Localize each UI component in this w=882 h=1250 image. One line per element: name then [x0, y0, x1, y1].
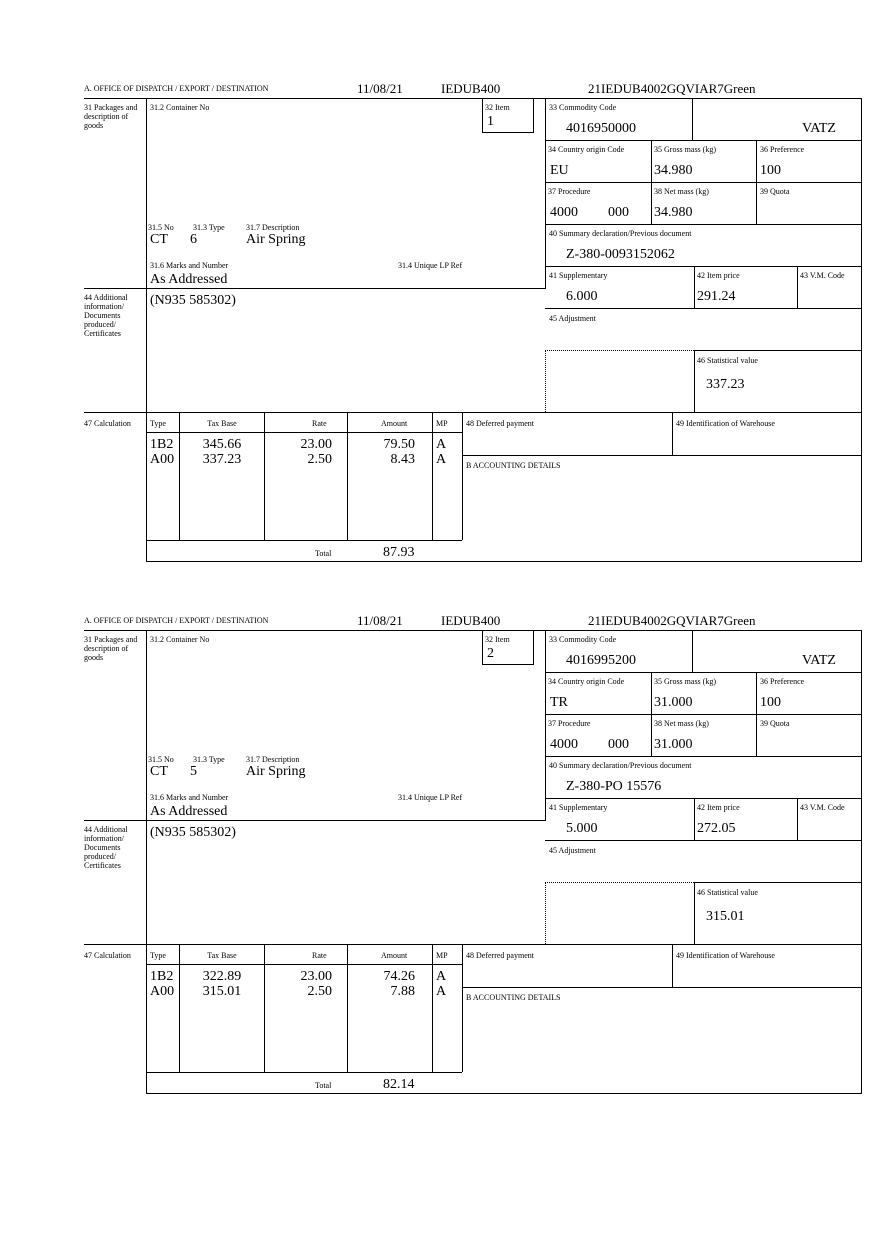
calc-row-1-rate: 23.00: [300, 969, 332, 984]
type-value: 5: [190, 764, 197, 779]
header-office-code: IEDUB400: [441, 81, 501, 96]
item-label: 32 Item: [485, 635, 510, 644]
procedure-label: 37 Procedure: [548, 187, 591, 196]
procedure-value-b: 000: [608, 737, 629, 752]
calc-row-1-amount: 74.26: [383, 969, 415, 984]
packages-label: 31 Packages and description of goods: [84, 103, 138, 130]
deferred-label: 48 Deferred payment: [466, 951, 534, 960]
commodity-value: 4016950000: [566, 121, 636, 136]
procedure-value-a: 4000: [550, 205, 578, 220]
net-value: 31.000: [654, 737, 693, 752]
container-label: 31.2 Container No: [150, 635, 210, 644]
calc-row-2-base: 337.23: [202, 452, 242, 467]
col-rate-header: Rate: [312, 419, 327, 428]
item-label: 32 Item: [485, 103, 510, 112]
commodity-value: 4016995200: [566, 653, 636, 668]
summary-label: 40 Summary declaration/Previous document: [549, 229, 692, 238]
net-label: 38 Net mass (kg): [654, 187, 709, 196]
procedure-label: 37 Procedure: [548, 719, 591, 728]
description-label: 31.7 Description: [246, 755, 300, 764]
marks-label: 31.6 Marks and Number: [150, 793, 229, 802]
office-label: A. OFFICE OF DISPATCH / EXPORT / DESTINATION: [84, 616, 269, 625]
container-label: 31.2 Container No: [150, 103, 210, 112]
warehouse-label: 49 Identification of Warehouse: [676, 951, 775, 960]
type-label: 31.3 Type: [193, 223, 225, 232]
country-value: EU: [550, 163, 569, 178]
procedure-value-b: 000: [608, 205, 629, 220]
gross-label: 35 Gross mass (kg): [654, 677, 716, 686]
header-date: 11/08/21: [357, 613, 403, 628]
col-type-header: Type: [150, 951, 166, 960]
vm-code-label: 43 V.M. Code: [800, 803, 845, 812]
packages-label: 31 Packages and description of goods: [84, 635, 138, 662]
gross-label: 35 Gross mass (kg): [654, 145, 716, 154]
summary-value: Z-380-0093152062: [566, 247, 675, 262]
supplementary-value: 6.000: [566, 289, 598, 304]
calc-row-1-base: 322.89: [202, 969, 242, 984]
col-base-header: Tax Base: [207, 419, 237, 428]
office-label: A. OFFICE OF DISPATCH / EXPORT / DESTINATION: [84, 84, 269, 93]
calc-row-1-type: 1B2: [150, 969, 174, 984]
col-mp-header: MP: [436, 951, 448, 960]
country-value: TR: [550, 695, 568, 710]
marks-value: As Addressed: [150, 272, 228, 287]
procedure-value-a: 4000: [550, 737, 578, 752]
unique-ref-label: 31.4 Unique LP Ref: [398, 793, 463, 802]
preference-value: 100: [760, 163, 781, 178]
item-price-label: 42 Item price: [697, 271, 740, 280]
marks-value: As Addressed: [150, 804, 228, 819]
country-label: 34 Country origin Code: [548, 677, 625, 686]
adjustment-label: 45 Adjustment: [549, 846, 596, 855]
total-label: Total: [315, 1081, 332, 1090]
gross-value: 31.000: [654, 695, 693, 710]
calc-row-1-type: 1B2: [150, 437, 174, 452]
calc-row-2-mp: A: [436, 452, 447, 467]
col-rate-header: Rate: [312, 951, 327, 960]
marks-label: 31.6 Marks and Number: [150, 261, 229, 270]
header-date: 11/08/21: [357, 81, 403, 96]
stat-value-value: 315.01: [706, 909, 745, 924]
stat-value-value: 337.23: [706, 377, 745, 392]
vatz-value: VATZ: [802, 653, 836, 668]
calc-row-1-mp: A: [436, 437, 447, 452]
supplementary-label: 41 Supplementary: [549, 803, 608, 812]
quota-label: 39 Quota: [760, 187, 790, 196]
accounting-label: B ACCOUNTING DETAILS: [466, 461, 561, 470]
net-label: 38 Net mass (kg): [654, 719, 709, 728]
no-value: CT: [150, 232, 168, 247]
type-value: 6: [190, 232, 197, 247]
commodity-label: 33 Commodity Code: [549, 103, 617, 112]
warehouse-label: 49 Identification of Warehouse: [676, 419, 775, 428]
calc-row-2-amount: 7.88: [390, 984, 415, 999]
item-price-value: 272.05: [697, 821, 736, 836]
calc-row-1-mp: A: [436, 969, 447, 984]
summary-value: Z-380-PO 15576: [566, 779, 662, 794]
total-label: Total: [315, 549, 332, 558]
type-label: 31.3 Type: [193, 755, 225, 764]
calc-row-2-mp: A: [436, 984, 447, 999]
calc-row-1-amount: 79.50: [383, 437, 415, 452]
country-label: 34 Country origin Code: [548, 145, 625, 154]
preference-value: 100: [760, 695, 781, 710]
header-reference: 21IEDUB4002GQVIAR7Green: [588, 81, 756, 96]
item-price-label: 42 Item price: [697, 803, 740, 812]
supplementary-label: 41 Supplementary: [549, 271, 608, 280]
calculation-label: 47 Calculation: [84, 419, 131, 428]
net-value: 34.980: [654, 205, 693, 220]
col-base-header: Tax Base: [207, 951, 237, 960]
total-value: 82.14: [383, 1077, 415, 1092]
preference-label: 36 Preference: [760, 677, 805, 686]
accounting-label: B ACCOUNTING DETAILS: [466, 993, 561, 1002]
deferred-label: 48 Deferred payment: [466, 419, 534, 428]
additional-value: (N935 585302): [150, 293, 236, 308]
description-label: 31.7 Description: [246, 223, 300, 232]
col-amount-header: Amount: [381, 951, 408, 960]
summary-label: 40 Summary declaration/Previous document: [549, 761, 692, 770]
declaration-form-2: [0, 612, 882, 1142]
commodity-label: 33 Commodity Code: [549, 635, 617, 644]
stat-value-label: 46 Statistical value: [697, 356, 758, 365]
declaration-form-1: [0, 80, 882, 610]
no-label: 31.5 No: [148, 755, 174, 764]
description-value: Air Spring: [246, 232, 306, 247]
calc-row-2-rate: 2.50: [307, 984, 332, 999]
supplementary-value: 5.000: [566, 821, 598, 836]
unique-ref-label: 31.4 Unique LP Ref: [398, 261, 463, 270]
quota-label: 39 Quota: [760, 719, 790, 728]
calc-row-2-type: A00: [150, 452, 175, 467]
col-type-header: Type: [150, 419, 166, 428]
header-reference: 21IEDUB4002GQVIAR7Green: [588, 613, 756, 628]
col-mp-header: MP: [436, 419, 448, 428]
calculation-label: 47 Calculation: [84, 951, 131, 960]
vm-code-label: 43 V.M. Code: [800, 271, 845, 280]
additional-label: 44 Additional information/ Documents produced/ Certificates: [84, 293, 128, 338]
calc-row-2-rate: 2.50: [307, 452, 332, 467]
vatz-value: VATZ: [802, 121, 836, 136]
item-value: 1: [487, 114, 494, 129]
total-value: 87.93: [383, 545, 415, 560]
no-value: CT: [150, 764, 168, 779]
preference-label: 36 Preference: [760, 145, 805, 154]
gross-value: 34.980: [654, 163, 693, 178]
additional-value: (N935 585302): [150, 825, 236, 840]
calc-row-2-type: A00: [150, 984, 175, 999]
additional-label: 44 Additional information/ Documents produced/ Certificates: [84, 825, 128, 870]
adjustment-label: 45 Adjustment: [549, 314, 596, 323]
description-value: Air Spring: [246, 764, 306, 779]
header-office-code: IEDUB400: [441, 613, 501, 628]
calc-row-2-amount: 8.43: [390, 452, 415, 467]
calc-row-1-base: 345.66: [202, 437, 242, 452]
calc-row-1-rate: 23.00: [300, 437, 332, 452]
calc-row-2-base: 315.01: [202, 984, 242, 999]
item-value: 2: [487, 646, 494, 661]
no-label: 31.5 No: [148, 223, 174, 232]
item-price-value: 291.24: [697, 289, 736, 304]
stat-value-label: 46 Statistical value: [697, 888, 758, 897]
col-amount-header: Amount: [381, 419, 408, 428]
